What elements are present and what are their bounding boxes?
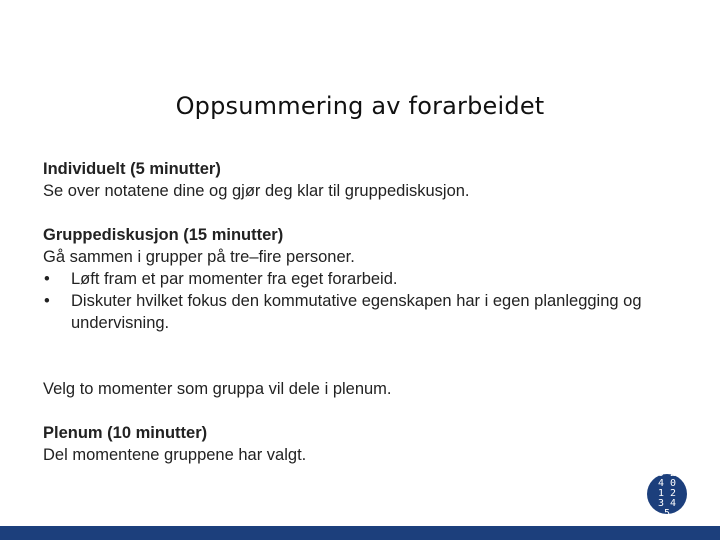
- logo-icon: [647, 468, 687, 519]
- bullet-item: [43, 290, 673, 334]
- plenum-note: Velg to momenter som gruppa vil dele i plenum.: [43, 380, 392, 398]
- slide-body: [43, 158, 673, 466]
- section-heading-individual: Individuelt (5 minutter): [43, 160, 221, 178]
- section-heading-group: Gruppediskusjon (15 minutter): [43, 226, 284, 244]
- section-heading-plenum: Plenum (10 minutter): [43, 424, 208, 442]
- slide-title: Oppsummering av forarbeidet: [175, 92, 545, 120]
- section-text-plenum: Del momentene gruppene har valgt.: [43, 446, 307, 464]
- bullet-item: [43, 268, 673, 290]
- section-text-individual: Se over notatene dine og gjør deg klar til gruppediskusjon.: [43, 182, 470, 200]
- bullet-icon: •: [44, 292, 50, 310]
- section-text-group: Gå sammen i grupper på tre–fire personer.: [43, 248, 355, 266]
- bullet-icon: •: [44, 270, 50, 288]
- bullet-text: Løft fram et par momenter fra eget forarbeid.: [71, 270, 398, 288]
- bottom-accent-bar: [0, 526, 720, 540]
- bullet-text: Diskuter hvilket fokus den kommutative egenskapen har i egen planlegging og undervisning.: [71, 292, 642, 332]
- logo-text: 9 2 4 0 1 2 3 4 5: [657, 468, 677, 519]
